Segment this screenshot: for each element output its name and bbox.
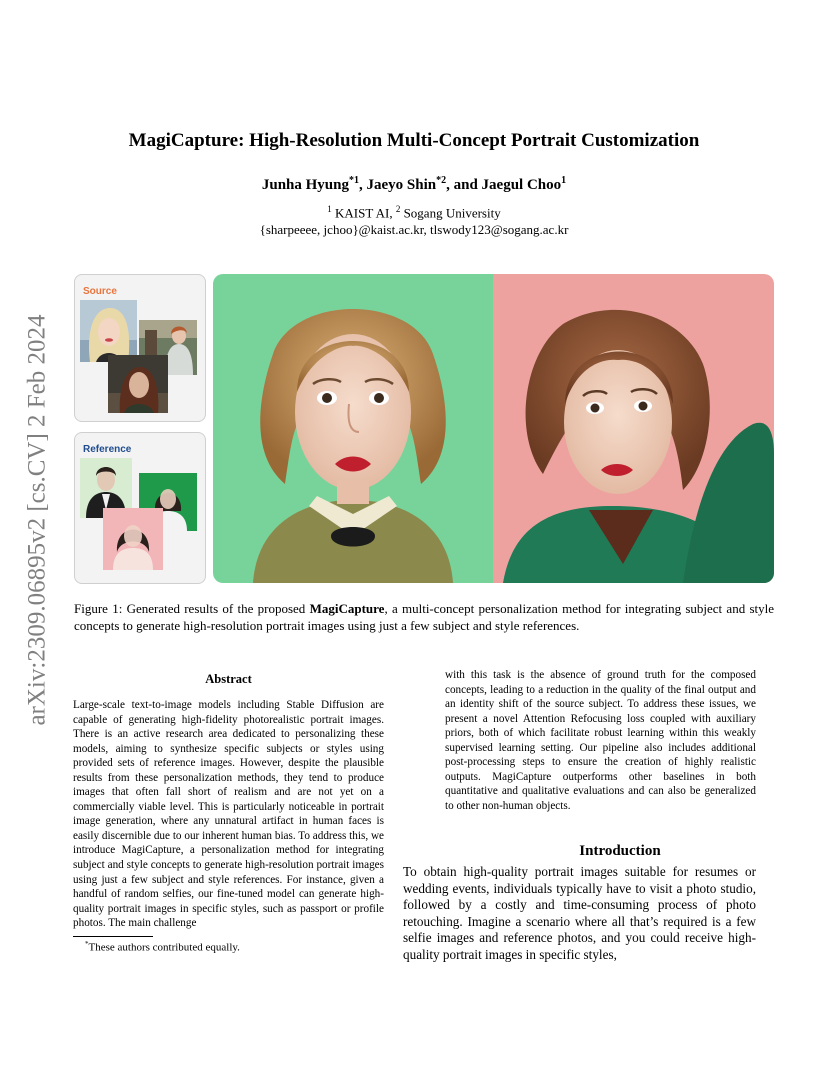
author-mark: *2 [436,175,447,186]
caption-prefix: Figure 1: Generated results of the proposed [74,601,310,616]
affiliations [0,201,828,238]
introduction-heading: Introduction [579,843,661,859]
author-list [0,175,828,194]
introduction-text: To obtain high-quality portrait images suitable for resumes or wedding events, individuals typically have to visit a photo studio, followed by a costly and time-consuming process of photo retouching. Imagine a scenario where all that’s required is a few selfie images and reference photos, and you could receive high-quality portrait images in specific styles, [403,864,756,962]
affiliation-line [0,201,828,221]
affiliation-org: KAIST AI, [331,205,396,221]
reference-label: Reference [83,444,132,455]
footnote [85,940,240,954]
reference-photo-pink [103,508,163,570]
caption-method-name: MagiCapture [309,601,385,616]
figure-caption [74,600,774,634]
footnote-mark: * [85,940,89,948]
author-mark: *1 [349,175,359,186]
generated-portraits [213,274,774,583]
abstract-heading: Abstract [205,672,252,686]
author-separator: , [359,177,367,193]
author-emails: {sharpeeee, jchoo}@kaist.ac.kr, tlswody123@sogang.ac.kr [259,222,569,238]
source-photo-chess [108,355,168,413]
portrait-left [213,274,493,583]
abstract-text-left: Large-scale text-to-image models including Stable Diffusion are capable of generating high-fidelity photorealistic portrait images. There is an active research area dedicated to personalizing these models, aiming to synthesize specific subjects or styles using provided sets of reference images. However, despite the plausible results from these personalization methods, they tend to produce images that often fall short of realism and are not yet on a commercially viable level. This is particularly noticeable in portrait image generation, where any unnatural artifact in human faces is easily discernible due to our inherent human bias. To address this, we introduce MagiCapture, a personalization method for integrating subject and style concepts to generate high-resolution portrait images using just a few subject and style references. For instance, given a handful of random selfies, our fine-tuned model can generate high-quality portrait images in specific styles, such as passport or profile photos. The main challenge [73,699,384,930]
source-photo-blonde [80,300,137,362]
caption-suffix: , a multi-concept personalization method for integrating subject and style concepts to generate high-resolution portrait images using just a few subject and style references. [74,601,775,633]
source-label: Source [83,286,117,297]
affiliation-mark: 2 [395,204,401,214]
footnote-divider [73,936,153,937]
author-mark: 1 [561,175,567,186]
paper-title: MagiCapture: High-Resolution Multi-Concept Portrait Customization [128,130,700,151]
author-name: Jaeyo Shin [366,177,437,193]
source-panel [74,274,206,422]
arxiv-stamp-text: arXiv:2309.06895v2 [cs.CV] 2 Feb 2024 [24,314,52,726]
portrait-right [493,274,774,583]
footnote-text: These authors contributed equally. [88,941,240,954]
author-name: Junha Hyung [261,177,349,193]
author-name: Jaegul Choo [481,177,562,193]
arxiv-stamp [18,295,58,745]
reference-panel [74,432,206,584]
affiliation-org: Sogang University [400,205,501,221]
affiliation-mark: 1 [327,204,332,214]
author-separator: , and [446,177,482,193]
abstract-text-right: with this task is the absence of ground truth for the composed concepts, leading to a reduction in the quality of the final output and an identity shift of the source subject. To address these issues, we present a novel Attention Refocusing loss coupled with auxiliary priors, both of which facilitate robust learning within this weakly supervised learning setting. Our pipeline also includes additional post-processing steps to ensure the creation of highly realistic outputs. MagiCapture outperforms other baselines in both quantitative and qualitative evaluations and can also be generalized to other non-human objects. [445,669,756,812]
